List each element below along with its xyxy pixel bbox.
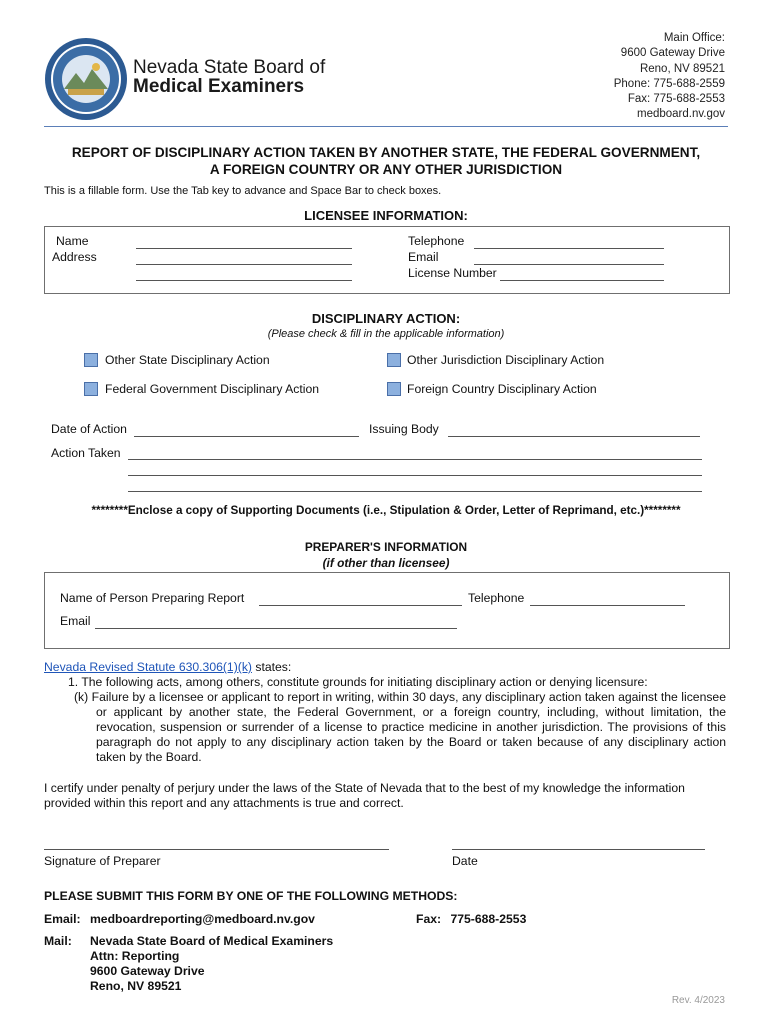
org-subtitle: Medical Examiners bbox=[133, 76, 305, 97]
address-field-2[interactable] bbox=[136, 269, 352, 281]
office-line: Main Office: bbox=[663, 32, 725, 44]
email-method-label: Email: bbox=[44, 912, 81, 926]
preparer-telephone-label: Telephone bbox=[468, 591, 525, 605]
preparer-subheading: (if other than licensee) bbox=[322, 556, 450, 570]
preparer-email-label: Email bbox=[60, 614, 91, 628]
office-line: 9600 Gateway Drive bbox=[620, 47, 725, 60]
mail-method-label: Mail: bbox=[44, 934, 72, 948]
disciplinary-heading: DISCIPLINARY ACTION: bbox=[311, 311, 461, 326]
other-jurisdiction-checkbox[interactable] bbox=[387, 353, 401, 367]
submit-email-row bbox=[44, 912, 315, 926]
issuing-body-field[interactable] bbox=[448, 425, 700, 437]
enclose-note: ********Enclose a copy of Supporting Documents (i.e., Stipulation & Order, Letter of Reprimand, etc.)******** bbox=[91, 504, 681, 517]
fax-method-label: Fax: bbox=[416, 912, 442, 926]
signature-label: Signature of Preparer bbox=[44, 854, 161, 868]
other-state-checkbox[interactable] bbox=[84, 353, 98, 367]
preparer-telephone-field[interactable] bbox=[530, 594, 685, 606]
other-jurisdiction-label: Other Jurisdiction Disciplinary Action bbox=[407, 353, 605, 367]
org-name: Nevada State Board of bbox=[133, 57, 326, 78]
submit-email-address[interactable]: medboardreporting@medboard.nv.gov bbox=[89, 912, 315, 926]
office-line: Phone: 775-688-2559 bbox=[613, 77, 725, 90]
date-of-action-field[interactable] bbox=[134, 425, 359, 437]
license-number-label: License Number bbox=[408, 266, 497, 280]
foreign-country-checkbox[interactable] bbox=[387, 382, 401, 396]
telephone-field[interactable] bbox=[474, 237, 664, 249]
header-divider bbox=[44, 126, 728, 127]
fillable-note: This is a fillable form. Use the Tab key to advance and Space Bar to check boxes. bbox=[44, 185, 442, 197]
office-website[interactable]: medboard.nv.gov bbox=[636, 108, 725, 121]
board-seal bbox=[44, 37, 128, 121]
submit-fax-number: 775-688-2553 bbox=[450, 912, 527, 926]
address-label: Address bbox=[52, 250, 97, 264]
submit-fax-row bbox=[416, 912, 526, 926]
federal-government-checkbox[interactable] bbox=[84, 382, 98, 396]
name-label: Name bbox=[56, 234, 89, 248]
mail-line: Nevada State Board of Medical Examiners bbox=[90, 934, 334, 948]
disciplinary-subheading: (Please check & fill in the applicable information) bbox=[267, 328, 505, 340]
title-line: REPORT OF DISCIPLINARY ACTION TAKEN BY ANOTHER STATE, THE FEDERAL GOVERNMENT, bbox=[71, 145, 701, 160]
certification-text: I certify under penalty of perjury under the laws of the State of Nevada that to the best of my knowledge the information provided within this report and any attachments is true and correct. bbox=[44, 781, 685, 810]
statute-link[interactable]: Nevada Revised Statute 630.306(1)(k) bbox=[44, 660, 252, 674]
email-field[interactable] bbox=[474, 253, 664, 265]
statute-item-1: 1. The following acts, among others, constitute grounds for initiating disciplinary action or denying licensure: bbox=[68, 675, 648, 689]
preparer-name-field[interactable] bbox=[259, 594, 462, 606]
mail-line: 9600 Gateway Drive bbox=[90, 964, 205, 978]
issuing-body-label: Issuing Body bbox=[369, 422, 439, 436]
statute-item-k: (k) Failure by a licensee or applicant to report in writing, within 30 days, any disciplinary action taken against the licensee or applicant by another state, the Federal Government, or a foreign country, including, without limitation, the revocation, suspension or surrender of a license to practice medicine in another jurisdiction. The provisions of this paragraph do not apply to any disciplinary action taken by the Board or taken because of any disciplinary action taken by the Board. bbox=[74, 690, 726, 764]
office-line: Reno, NV 89521 bbox=[639, 62, 725, 75]
preparer-heading: PREPARER'S INFORMATION bbox=[304, 540, 468, 554]
title-line: A FOREIGN COUNTRY OR ANY OTHER JURISDICTION bbox=[209, 161, 563, 177]
office-address bbox=[614, 31, 725, 123]
submit-heading: PLEASE SUBMIT THIS FORM BY ONE OF THE FOLLOWING METHODS: bbox=[44, 889, 458, 903]
action-taken-field-2[interactable] bbox=[128, 475, 702, 476]
mail-line: Attn: Reporting bbox=[90, 949, 180, 963]
date-of-action-label: Date of Action bbox=[51, 422, 127, 436]
federal-government-label: Federal Government Disciplinary Action bbox=[105, 382, 320, 396]
license-number-field[interactable] bbox=[500, 269, 664, 281]
date-label: Date bbox=[452, 854, 478, 868]
name-field[interactable] bbox=[136, 237, 352, 249]
date-line[interactable] bbox=[452, 849, 705, 850]
revision-date: Rev. 4/2023 bbox=[671, 995, 725, 1006]
licensee-heading: LICENSEE INFORMATION: bbox=[304, 208, 468, 223]
action-taken-field-1[interactable] bbox=[128, 459, 702, 460]
email-label: Email bbox=[408, 250, 439, 264]
mail-line: Reno, NV 89521 bbox=[90, 979, 182, 993]
mail-address bbox=[90, 934, 333, 994]
signature-line[interactable] bbox=[44, 849, 389, 850]
action-taken-field-3[interactable] bbox=[128, 491, 702, 492]
preparer-email-field[interactable] bbox=[95, 617, 457, 629]
statute-states: states: bbox=[251, 660, 292, 674]
preparer-box bbox=[44, 572, 730, 649]
foreign-country-label: Foreign Country Disciplinary Action bbox=[407, 382, 597, 396]
office-line: Fax: 775-688-2553 bbox=[627, 93, 725, 106]
licensee-box bbox=[44, 226, 730, 294]
other-state-label: Other State Disciplinary Action bbox=[105, 353, 270, 367]
address-field-1[interactable] bbox=[136, 253, 352, 265]
telephone-label: Telephone bbox=[408, 234, 465, 248]
form-title bbox=[44, 145, 728, 178]
statute-intro bbox=[44, 660, 291, 675]
action-taken-label: Action Taken bbox=[51, 446, 121, 460]
preparer-name-label: Name of Person Preparing Report bbox=[60, 591, 245, 605]
